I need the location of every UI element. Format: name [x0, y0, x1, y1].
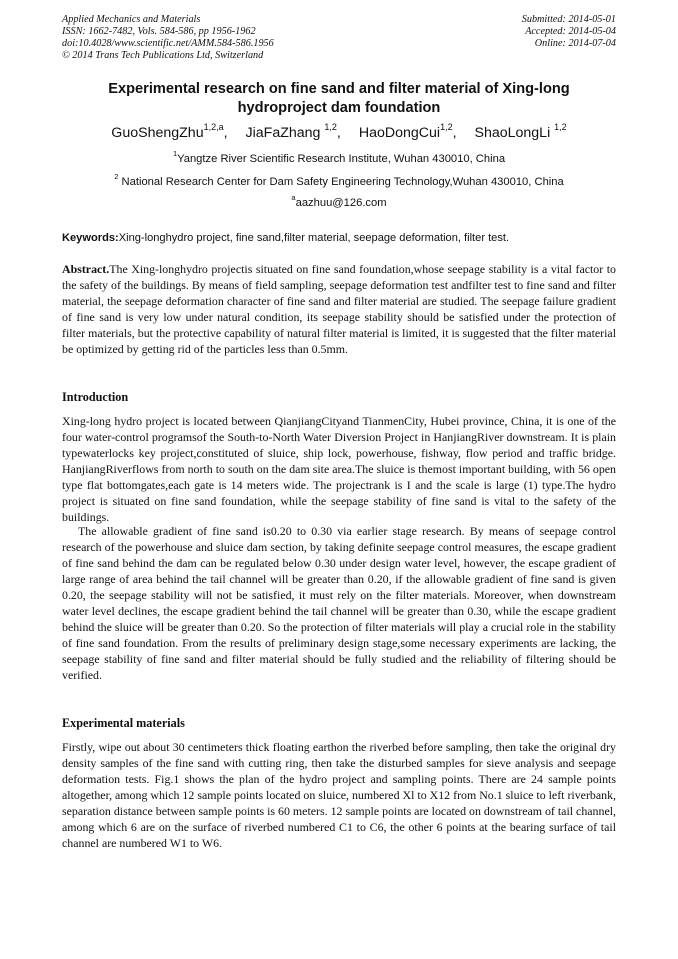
affiliation-text: National Research Center for Dam Safety Engineering Technology,Wuhan 430010, China — [118, 176, 564, 188]
author-separator: , — [452, 125, 457, 141]
journal-name: Applied Mechanics and Materials — [62, 14, 201, 25]
author-list — [40, 124, 638, 142]
affiliation-2 — [20, 172, 658, 189]
author-separator: , — [336, 125, 341, 141]
author-affiliation-mark: 1,2 — [554, 122, 567, 133]
author-affiliation-mark: 1,2,a — [203, 122, 224, 133]
author-affiliation-mark: 1,2 — [324, 122, 337, 133]
email-mark: a — [291, 193, 296, 203]
corresponding-email — [20, 193, 658, 210]
keywords-label: Keywords: — [62, 232, 119, 244]
keywords — [62, 231, 616, 245]
author-separator: , — [223, 125, 228, 141]
copyright-line: © 2014 Trans Tech Publications Ltd, Switzerland — [62, 50, 264, 61]
email-address[interactable]: aazhuu@126.com — [295, 197, 387, 209]
introduction-paragraph-1: Xing-long hydro project is located between QianjiangCityand TianmenCity, Hubei province, China, it is one of the four water-control programsof the South-to-North Water Diversion Project in HanjiangRiver downstream. It is plain typewaterlocks key project,constituted of sluice, ship lock, powerhouse, fishway, flow period and traffic bridge. HanjiangRiverflows from north to south on the dam site area.The sluice is themost important building, with 56 open type flat bottomgates,each gate is 14 meters wide. The projectrank is I and the scale is large (1) type.The hydro project is situated on fine sand foundation, while the seepage stability of fine sand is vital to the safety of the buildings. — [62, 414, 616, 524]
introduction-paragraph-2: The allowable gradient of fine sand is0.20 to 0.30 via earlier stage research. By means of seepage control research of the powerhouse and sluice dam section, by taking definite seepage control measures, the escape gradient of fine sand behind the dam can be regulated below 0.30 under design water level, however, the escape gradient of large range of area behind the tail channel will be greater than 0.20, if the allowable gradient of fine sand is given 0.20, the seepage stability will not be satisfied, it must rely on the filter materials. Moreover, when downstream water level declines, the escape gradient behind the tail channel will be greater than 0.30, while the escape gradient behind the sluice will be greater than 0.20. So the protection of filter materials will play a crucial role in the stability of fine sand foundation. From the results of preliminary design stage,some necessary experiments are lacking, the seepage stability of fine sand and filter material should be fully studied and the reliability of filtering should be verified. — [62, 524, 616, 682]
keywords-text: Xing-longhydro project, fine sand,filter material, seepage deformation, filter test. — [118, 232, 510, 244]
online-date: Online: 2014-07-04 — [534, 38, 616, 49]
submitted-date: Submitted: 2014-05-01 — [521, 14, 616, 25]
affiliation-text: Yangtze River Scientific Research Institute, Wuhan 430010, China — [177, 153, 506, 165]
doi-line: doi:10.4028/www.scientific.net/AMM.584-586.1956 — [62, 38, 274, 49]
section-heading-introduction: Introduction — [62, 390, 129, 404]
abstract-label: Abstract. — [62, 262, 110, 276]
accepted-date: Accepted: 2014-05-04 — [525, 26, 616, 37]
author-name: ShaoLongLi — [474, 125, 555, 141]
section-heading-experimental-materials: Experimental materials — [62, 716, 185, 730]
journal-header — [62, 14, 616, 66]
materials-paragraph-1: Firstly, wipe out about 30 centimeters thick floating earthon the riverbed before sampling, then take the original dry density samples of the fine sand with cutting ring, then take the disturbed samples for sieve analysis and seepage deformation tests. Fig.1 shows the plan of the hydro project and sampling points. There are 24 sample points altogether, among which 12 sample points located on sluice, numbered Xl to X12 from No.1 sluice to left riverbank, separation distance between sample points is 60 meters. 12 sample points are located on downstream of tail channel, among which 6 are on the surface of riverbed numbered C1 to C6, the other 6 points at the bearing surface of tail channel are numbered W1 to W6. — [62, 740, 616, 850]
author-name: JiaFaZhang — [245, 125, 325, 141]
affiliation-1 — [20, 149, 658, 166]
author-name: GuoShengZhu — [111, 125, 204, 141]
issn-line: ISSN: 1662-7482, Vols. 584-586, pp 1956-1962 — [62, 26, 256, 37]
publication-dates — [522, 14, 616, 50]
abstract-text: The Xing-longhydro projectis situated on fine sand foundation,whose seepage stability is a vital factor to the safety of the buildings. By means of field sampling, seepage deformation test andfilter test to fine sand and filter material, the seepage deformation character of fine sand and filter material are studied. The seepage failure gradient of fine sand is very low under natural condition, its seepage stability should be satisfied under the protection of filter materials, but the protective capability of natural filter material is limited, it is suggested that the filter material be optimized by getting rid of the particles less than 0.5mm. — [62, 262, 616, 356]
affiliation-mark: 1 — [172, 149, 178, 159]
author-affiliation-mark: 1,2 — [440, 122, 453, 133]
affiliation-mark: 2 — [114, 172, 119, 182]
author-name: HaoDongCui — [358, 125, 441, 141]
publication-info — [62, 14, 274, 62]
paper-title: Experimental research on fine sand and filter material of Xing-long hydroproject dam foundation — [108, 81, 570, 116]
abstract — [62, 261, 616, 357]
